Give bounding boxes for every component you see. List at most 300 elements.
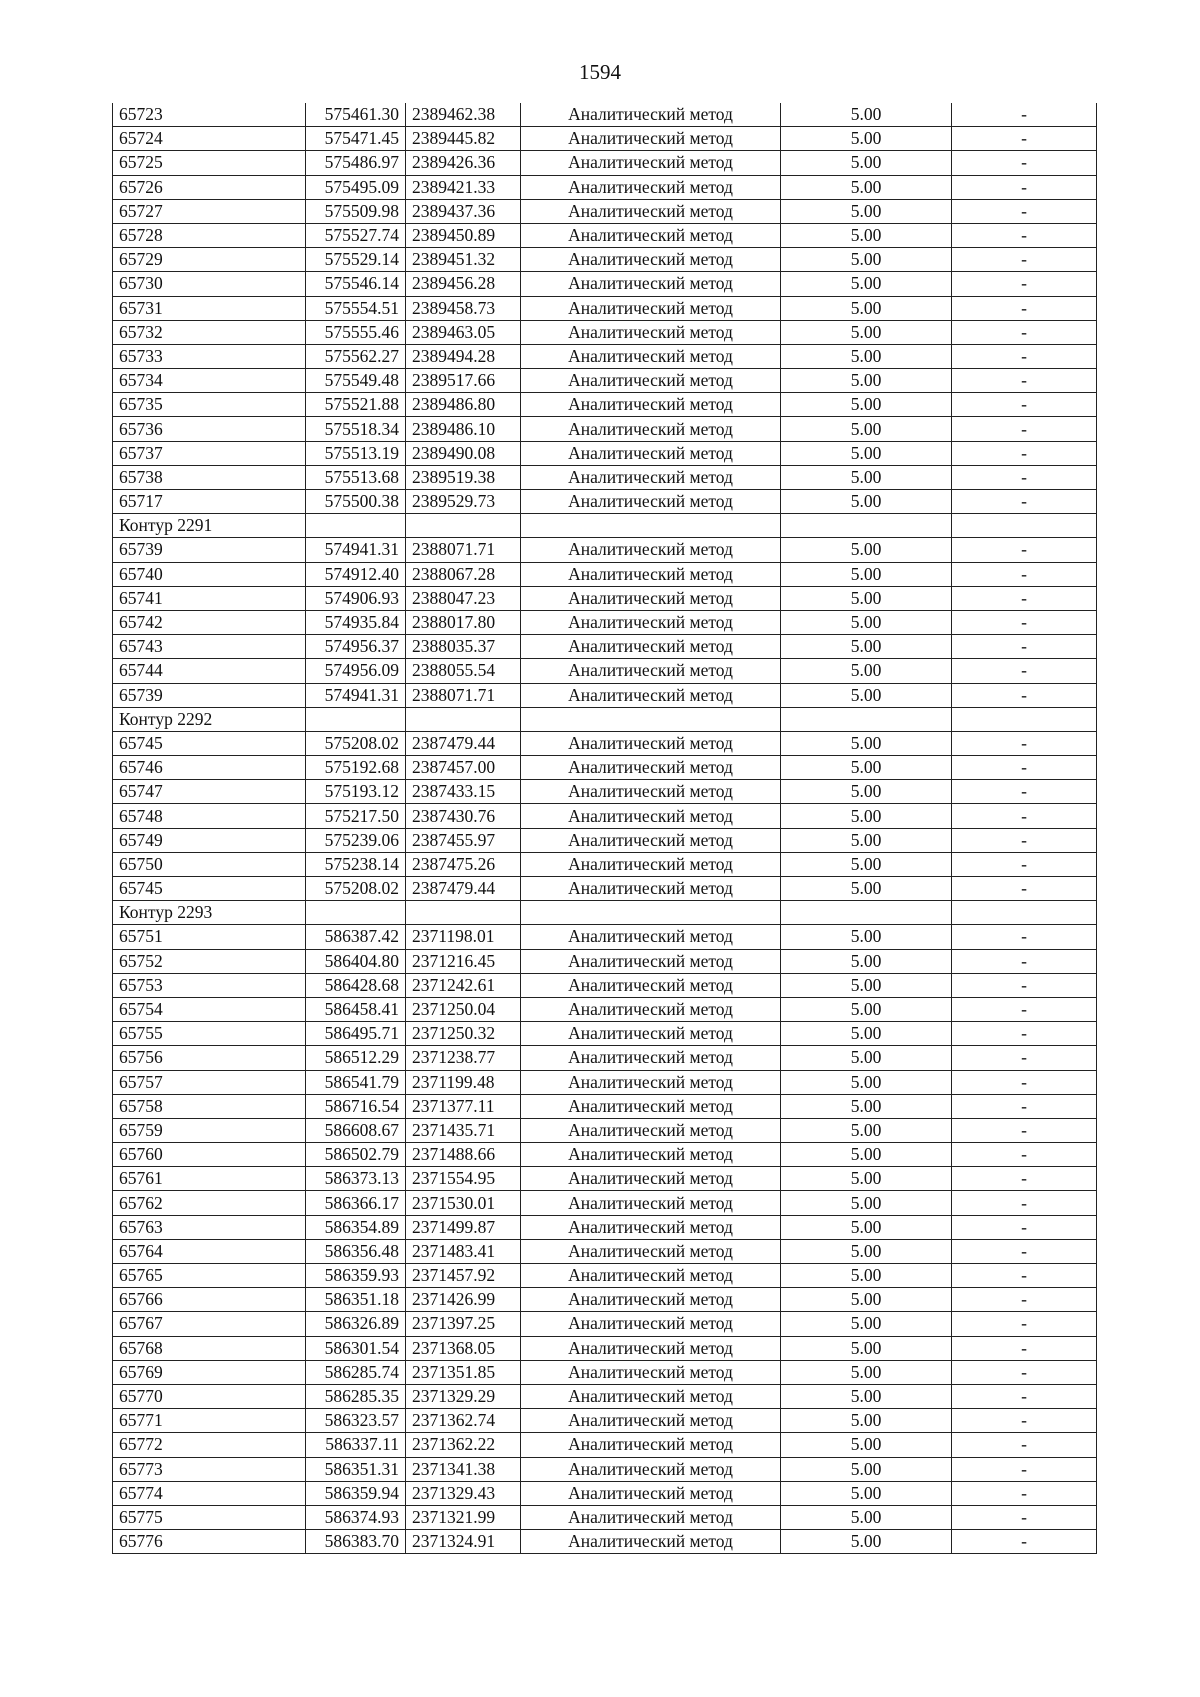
- empty-cell: [406, 707, 521, 731]
- point-id-cell: 65736: [113, 417, 306, 441]
- point-id-cell: 65756: [113, 1046, 306, 1070]
- extra-cell: -: [952, 780, 1097, 804]
- table-row: [113, 320, 1097, 344]
- accuracy-cell: 5.00: [781, 127, 952, 151]
- point-id-cell: 65738: [113, 465, 306, 489]
- y-coordinate-cell: 2371341.38: [406, 1457, 521, 1481]
- contour-label: Контур 2293: [113, 901, 306, 925]
- method-cell: Аналитический метод: [521, 1070, 781, 1094]
- page-number: 1594: [579, 60, 621, 84]
- point-id-cell: 65760: [113, 1143, 306, 1167]
- x-coordinate-cell: 575527.74: [306, 223, 406, 247]
- point-id-cell: 65763: [113, 1215, 306, 1239]
- accuracy-cell: 5.00: [781, 683, 952, 707]
- method-cell: Аналитический метод: [521, 852, 781, 876]
- extra-cell: -: [952, 949, 1097, 973]
- table-row: [113, 490, 1097, 514]
- x-coordinate-cell: 574941.31: [306, 538, 406, 562]
- extra-cell: -: [952, 610, 1097, 634]
- table-row: [113, 369, 1097, 393]
- table-row: [113, 1360, 1097, 1384]
- x-coordinate-cell: 586428.68: [306, 973, 406, 997]
- table-row: [113, 127, 1097, 151]
- point-id-cell: 65746: [113, 756, 306, 780]
- accuracy-cell: 5.00: [781, 175, 952, 199]
- point-id-cell: 65753: [113, 973, 306, 997]
- y-coordinate-cell: 2387475.26: [406, 852, 521, 876]
- y-coordinate-cell: 2371362.74: [406, 1409, 521, 1433]
- empty-cell: [952, 901, 1097, 925]
- method-cell: Аналитический метод: [521, 199, 781, 223]
- accuracy-cell: 5.00: [781, 272, 952, 296]
- empty-cell: [781, 514, 952, 538]
- x-coordinate-cell: 574956.37: [306, 635, 406, 659]
- accuracy-cell: 5.00: [781, 1409, 952, 1433]
- extra-cell: -: [952, 1191, 1097, 1215]
- y-coordinate-cell: 2371321.99: [406, 1505, 521, 1529]
- method-cell: Аналитический метод: [521, 1336, 781, 1360]
- table-row: [113, 175, 1097, 199]
- y-coordinate-cell: 2389517.66: [406, 369, 521, 393]
- x-coordinate-cell: 574941.31: [306, 683, 406, 707]
- method-cell: Аналитический метод: [521, 1457, 781, 1481]
- accuracy-cell: 5.00: [781, 635, 952, 659]
- method-cell: Аналитический метод: [521, 586, 781, 610]
- accuracy-cell: 5.00: [781, 1312, 952, 1336]
- accuracy-cell: 5.00: [781, 1505, 952, 1529]
- accuracy-cell: 5.00: [781, 1384, 952, 1408]
- table-row: [113, 828, 1097, 852]
- table-row: [113, 683, 1097, 707]
- accuracy-cell: 5.00: [781, 877, 952, 901]
- y-coordinate-cell: 2371426.99: [406, 1288, 521, 1312]
- extra-cell: -: [952, 272, 1097, 296]
- x-coordinate-cell: 575238.14: [306, 852, 406, 876]
- method-cell: Аналитический метод: [521, 1215, 781, 1239]
- method-cell: Аналитический метод: [521, 490, 781, 514]
- method-cell: Аналитический метод: [521, 973, 781, 997]
- table-row: [113, 151, 1097, 175]
- point-id-cell: 65744: [113, 659, 306, 683]
- x-coordinate-cell: 575192.68: [306, 756, 406, 780]
- point-id-cell: 65774: [113, 1481, 306, 1505]
- extra-cell: -: [952, 465, 1097, 489]
- table-row: [113, 635, 1097, 659]
- point-id-cell: 65739: [113, 538, 306, 562]
- contour-header-row: [113, 901, 1097, 925]
- x-coordinate-cell: 586387.42: [306, 925, 406, 949]
- table-row: [113, 1481, 1097, 1505]
- point-id-cell: 65740: [113, 562, 306, 586]
- point-id-cell: 65743: [113, 635, 306, 659]
- table-row: [113, 1457, 1097, 1481]
- empty-cell: [521, 514, 781, 538]
- extra-cell: -: [952, 562, 1097, 586]
- table-row: [113, 1264, 1097, 1288]
- point-id-cell: 65752: [113, 949, 306, 973]
- x-coordinate-cell: 575529.14: [306, 248, 406, 272]
- accuracy-cell: 5.00: [781, 320, 952, 344]
- method-cell: Аналитический метод: [521, 683, 781, 707]
- extra-cell: -: [952, 1167, 1097, 1191]
- table-row: [113, 925, 1097, 949]
- extra-cell: -: [952, 369, 1097, 393]
- accuracy-cell: 5.00: [781, 344, 952, 368]
- accuracy-cell: 5.00: [781, 1239, 952, 1263]
- accuracy-cell: 5.00: [781, 223, 952, 247]
- extra-cell: -: [952, 1239, 1097, 1263]
- extra-cell: -: [952, 1481, 1097, 1505]
- method-cell: Аналитический метод: [521, 635, 781, 659]
- accuracy-cell: 5.00: [781, 1530, 952, 1554]
- y-coordinate-cell: 2389462.38: [406, 103, 521, 127]
- table-row: [113, 248, 1097, 272]
- extra-cell: -: [952, 1384, 1097, 1408]
- accuracy-cell: 5.00: [781, 1481, 952, 1505]
- method-cell: Аналитический метод: [521, 344, 781, 368]
- accuracy-cell: 5.00: [781, 1288, 952, 1312]
- y-coordinate-cell: 2387433.15: [406, 780, 521, 804]
- y-coordinate-cell: 2389486.10: [406, 417, 521, 441]
- table-row: [113, 393, 1097, 417]
- accuracy-cell: 5.00: [781, 1094, 952, 1118]
- x-coordinate-cell: 586359.94: [306, 1481, 406, 1505]
- y-coordinate-cell: 2389519.38: [406, 465, 521, 489]
- accuracy-cell: 5.00: [781, 248, 952, 272]
- extra-cell: -: [952, 175, 1097, 199]
- method-cell: Аналитический метод: [521, 1505, 781, 1529]
- extra-cell: -: [952, 1264, 1097, 1288]
- point-id-cell: 65761: [113, 1167, 306, 1191]
- empty-cell: [952, 707, 1097, 731]
- accuracy-cell: 5.00: [781, 756, 952, 780]
- table-row: [113, 1505, 1097, 1529]
- method-cell: Аналитический метод: [521, 562, 781, 586]
- method-cell: Аналитический метод: [521, 1118, 781, 1142]
- method-cell: Аналитический метод: [521, 610, 781, 634]
- y-coordinate-cell: 2387430.76: [406, 804, 521, 828]
- table-row: [113, 1409, 1097, 1433]
- y-coordinate-cell: 2389451.32: [406, 248, 521, 272]
- y-coordinate-cell: 2389426.36: [406, 151, 521, 175]
- point-id-cell: 65717: [113, 490, 306, 514]
- accuracy-cell: 5.00: [781, 1118, 952, 1142]
- accuracy-cell: 5.00: [781, 1457, 952, 1481]
- extra-cell: -: [952, 1360, 1097, 1384]
- y-coordinate-cell: 2388017.80: [406, 610, 521, 634]
- accuracy-cell: 5.00: [781, 1336, 952, 1360]
- method-cell: Аналитический метод: [521, 369, 781, 393]
- method-cell: Аналитический метод: [521, 103, 781, 127]
- accuracy-cell: 5.00: [781, 949, 952, 973]
- empty-cell: [306, 901, 406, 925]
- coordinates-table: [112, 103, 1097, 1554]
- accuracy-cell: 5.00: [781, 1143, 952, 1167]
- y-coordinate-cell: 2388047.23: [406, 586, 521, 610]
- table-row: [113, 1336, 1097, 1360]
- y-coordinate-cell: 2387479.44: [406, 731, 521, 755]
- method-cell: Аналитический метод: [521, 925, 781, 949]
- table-row: [113, 1070, 1097, 1094]
- table-row: [113, 199, 1097, 223]
- accuracy-cell: 5.00: [781, 925, 952, 949]
- point-id-cell: 65739: [113, 683, 306, 707]
- extra-cell: -: [952, 756, 1097, 780]
- y-coordinate-cell: 2389494.28: [406, 344, 521, 368]
- extra-cell: -: [952, 1312, 1097, 1336]
- accuracy-cell: 5.00: [781, 562, 952, 586]
- point-id-cell: 65765: [113, 1264, 306, 1288]
- x-coordinate-cell: 586354.89: [306, 1215, 406, 1239]
- x-coordinate-cell: 575555.46: [306, 320, 406, 344]
- point-id-cell: 65741: [113, 586, 306, 610]
- point-id-cell: 65754: [113, 997, 306, 1021]
- y-coordinate-cell: 2389529.73: [406, 490, 521, 514]
- extra-cell: -: [952, 1530, 1097, 1554]
- x-coordinate-cell: 586383.70: [306, 1530, 406, 1554]
- point-id-cell: 65766: [113, 1288, 306, 1312]
- method-cell: Аналитический метод: [521, 1433, 781, 1457]
- point-id-cell: 65768: [113, 1336, 306, 1360]
- x-coordinate-cell: 586512.29: [306, 1046, 406, 1070]
- y-coordinate-cell: 2371198.01: [406, 925, 521, 949]
- x-coordinate-cell: 586326.89: [306, 1312, 406, 1336]
- accuracy-cell: 5.00: [781, 610, 952, 634]
- point-id-cell: 65728: [113, 223, 306, 247]
- extra-cell: -: [952, 538, 1097, 562]
- extra-cell: -: [952, 731, 1097, 755]
- method-cell: Аналитический метод: [521, 877, 781, 901]
- contour-label: Контур 2291: [113, 514, 306, 538]
- point-id-cell: 65776: [113, 1530, 306, 1554]
- x-coordinate-cell: 575193.12: [306, 780, 406, 804]
- method-cell: Аналитический метод: [521, 175, 781, 199]
- table-row: [113, 1530, 1097, 1554]
- extra-cell: -: [952, 1143, 1097, 1167]
- accuracy-cell: 5.00: [781, 417, 952, 441]
- method-cell: Аналитический метод: [521, 127, 781, 151]
- x-coordinate-cell: 575513.68: [306, 465, 406, 489]
- extra-cell: -: [952, 441, 1097, 465]
- empty-cell: [306, 707, 406, 731]
- y-coordinate-cell: 2389437.36: [406, 199, 521, 223]
- y-coordinate-cell: 2388035.37: [406, 635, 521, 659]
- method-cell: Аналитический метод: [521, 804, 781, 828]
- y-coordinate-cell: 2371216.45: [406, 949, 521, 973]
- table-row: [113, 1288, 1097, 1312]
- table-row: [113, 296, 1097, 320]
- point-id-cell: 65771: [113, 1409, 306, 1433]
- x-coordinate-cell: 575217.50: [306, 804, 406, 828]
- extra-cell: -: [952, 344, 1097, 368]
- empty-cell: [521, 901, 781, 925]
- table-row: [113, 538, 1097, 562]
- point-id-cell: 65725: [113, 151, 306, 175]
- extra-cell: -: [952, 490, 1097, 514]
- y-coordinate-cell: 2389458.73: [406, 296, 521, 320]
- empty-cell: [406, 901, 521, 925]
- extra-cell: -: [952, 1288, 1097, 1312]
- method-cell: Аналитический метод: [521, 1094, 781, 1118]
- y-coordinate-cell: 2389463.05: [406, 320, 521, 344]
- point-id-cell: 65726: [113, 175, 306, 199]
- method-cell: Аналитический метод: [521, 1312, 781, 1336]
- point-id-cell: 65764: [113, 1239, 306, 1263]
- accuracy-cell: 5.00: [781, 780, 952, 804]
- extra-cell: -: [952, 417, 1097, 441]
- accuracy-cell: 5.00: [781, 393, 952, 417]
- y-coordinate-cell: 2388067.28: [406, 562, 521, 586]
- x-coordinate-cell: 575239.06: [306, 828, 406, 852]
- point-id-cell: 65729: [113, 248, 306, 272]
- table-row: [113, 973, 1097, 997]
- accuracy-cell: 5.00: [781, 1360, 952, 1384]
- method-cell: Аналитический метод: [521, 1288, 781, 1312]
- accuracy-cell: 5.00: [781, 1215, 952, 1239]
- accuracy-cell: 5.00: [781, 1433, 952, 1457]
- y-coordinate-cell: 2371199.48: [406, 1070, 521, 1094]
- empty-cell: [521, 707, 781, 731]
- accuracy-cell: 5.00: [781, 296, 952, 320]
- accuracy-cell: 5.00: [781, 997, 952, 1021]
- x-coordinate-cell: 586351.18: [306, 1288, 406, 1312]
- accuracy-cell: 5.00: [781, 731, 952, 755]
- extra-cell: -: [952, 296, 1097, 320]
- x-coordinate-cell: 575509.98: [306, 199, 406, 223]
- extra-cell: -: [952, 804, 1097, 828]
- point-id-cell: 65732: [113, 320, 306, 344]
- table-row: [113, 1143, 1097, 1167]
- x-coordinate-cell: 586366.17: [306, 1191, 406, 1215]
- method-cell: Аналитический метод: [521, 1409, 781, 1433]
- extra-cell: -: [952, 1215, 1097, 1239]
- x-coordinate-cell: 586374.93: [306, 1505, 406, 1529]
- table-row: [113, 1191, 1097, 1215]
- accuracy-cell: 5.00: [781, 1070, 952, 1094]
- empty-cell: [781, 901, 952, 925]
- accuracy-cell: 5.00: [781, 490, 952, 514]
- point-id-cell: 65742: [113, 610, 306, 634]
- y-coordinate-cell: 2389421.33: [406, 175, 521, 199]
- x-coordinate-cell: 575486.97: [306, 151, 406, 175]
- method-cell: Аналитический метод: [521, 780, 781, 804]
- y-coordinate-cell: 2388055.54: [406, 659, 521, 683]
- table-row: [113, 1167, 1097, 1191]
- extra-cell: -: [952, 828, 1097, 852]
- point-id-cell: 65772: [113, 1433, 306, 1457]
- point-id-cell: 65757: [113, 1070, 306, 1094]
- accuracy-cell: 5.00: [781, 659, 952, 683]
- point-id-cell: 65748: [113, 804, 306, 828]
- extra-cell: -: [952, 1505, 1097, 1529]
- extra-cell: -: [952, 1433, 1097, 1457]
- empty-cell: [952, 514, 1097, 538]
- accuracy-cell: 5.00: [781, 465, 952, 489]
- accuracy-cell: 5.00: [781, 1046, 952, 1070]
- extra-cell: -: [952, 103, 1097, 127]
- x-coordinate-cell: 575461.30: [306, 103, 406, 127]
- x-coordinate-cell: 586359.93: [306, 1264, 406, 1288]
- method-cell: Аналитический метод: [521, 997, 781, 1021]
- point-id-cell: 65745: [113, 877, 306, 901]
- point-id-cell: 65767: [113, 1312, 306, 1336]
- x-coordinate-cell: 574956.09: [306, 659, 406, 683]
- point-id-cell: 65730: [113, 272, 306, 296]
- method-cell: Аналитический метод: [521, 756, 781, 780]
- x-coordinate-cell: 586716.54: [306, 1094, 406, 1118]
- extra-cell: -: [952, 151, 1097, 175]
- method-cell: Аналитический метод: [521, 151, 781, 175]
- y-coordinate-cell: 2387479.44: [406, 877, 521, 901]
- x-coordinate-cell: 574906.93: [306, 586, 406, 610]
- y-coordinate-cell: 2371238.77: [406, 1046, 521, 1070]
- y-coordinate-cell: 2388071.71: [406, 538, 521, 562]
- table-row: [113, 731, 1097, 755]
- point-id-cell: 65755: [113, 1022, 306, 1046]
- point-id-cell: 65724: [113, 127, 306, 151]
- y-coordinate-cell: 2387457.00: [406, 756, 521, 780]
- y-coordinate-cell: 2371329.29: [406, 1384, 521, 1408]
- point-id-cell: 65758: [113, 1094, 306, 1118]
- accuracy-cell: 5.00: [781, 441, 952, 465]
- accuracy-cell: 5.00: [781, 828, 952, 852]
- extra-cell: -: [952, 248, 1097, 272]
- extra-cell: -: [952, 1118, 1097, 1142]
- extra-cell: -: [952, 1336, 1097, 1360]
- method-cell: Аналитический метод: [521, 1143, 781, 1167]
- x-coordinate-cell: 575208.02: [306, 877, 406, 901]
- method-cell: Аналитический метод: [521, 320, 781, 344]
- table-row: [113, 804, 1097, 828]
- y-coordinate-cell: 2371483.41: [406, 1239, 521, 1263]
- point-id-cell: 65770: [113, 1384, 306, 1408]
- table-row: [113, 1094, 1097, 1118]
- y-coordinate-cell: 2371250.04: [406, 997, 521, 1021]
- method-cell: Аналитический метод: [521, 1191, 781, 1215]
- accuracy-cell: 5.00: [781, 804, 952, 828]
- extra-cell: -: [952, 1046, 1097, 1070]
- accuracy-cell: 5.00: [781, 103, 952, 127]
- y-coordinate-cell: 2371457.92: [406, 1264, 521, 1288]
- x-coordinate-cell: 586301.54: [306, 1336, 406, 1360]
- accuracy-cell: 5.00: [781, 852, 952, 876]
- method-cell: Аналитический метод: [521, 441, 781, 465]
- coordinates-table-body: [113, 103, 1097, 1554]
- extra-cell: -: [952, 320, 1097, 344]
- method-cell: Аналитический метод: [521, 393, 781, 417]
- empty-cell: [306, 514, 406, 538]
- table-row: [113, 756, 1097, 780]
- point-id-cell: 65769: [113, 1360, 306, 1384]
- x-coordinate-cell: 575518.34: [306, 417, 406, 441]
- point-id-cell: 65734: [113, 369, 306, 393]
- accuracy-cell: 5.00: [781, 369, 952, 393]
- method-cell: Аналитический метод: [521, 1167, 781, 1191]
- table-row: [113, 223, 1097, 247]
- accuracy-cell: 5.00: [781, 1167, 952, 1191]
- x-coordinate-cell: 575521.88: [306, 393, 406, 417]
- extra-cell: -: [952, 1457, 1097, 1481]
- y-coordinate-cell: 2371250.32: [406, 1022, 521, 1046]
- method-cell: Аналитический метод: [521, 731, 781, 755]
- contour-header-row: [113, 707, 1097, 731]
- y-coordinate-cell: 2371362.22: [406, 1433, 521, 1457]
- extra-cell: -: [952, 852, 1097, 876]
- point-id-cell: 65750: [113, 852, 306, 876]
- y-coordinate-cell: 2371499.87: [406, 1215, 521, 1239]
- y-coordinate-cell: 2371324.91: [406, 1530, 521, 1554]
- table-row: [113, 562, 1097, 586]
